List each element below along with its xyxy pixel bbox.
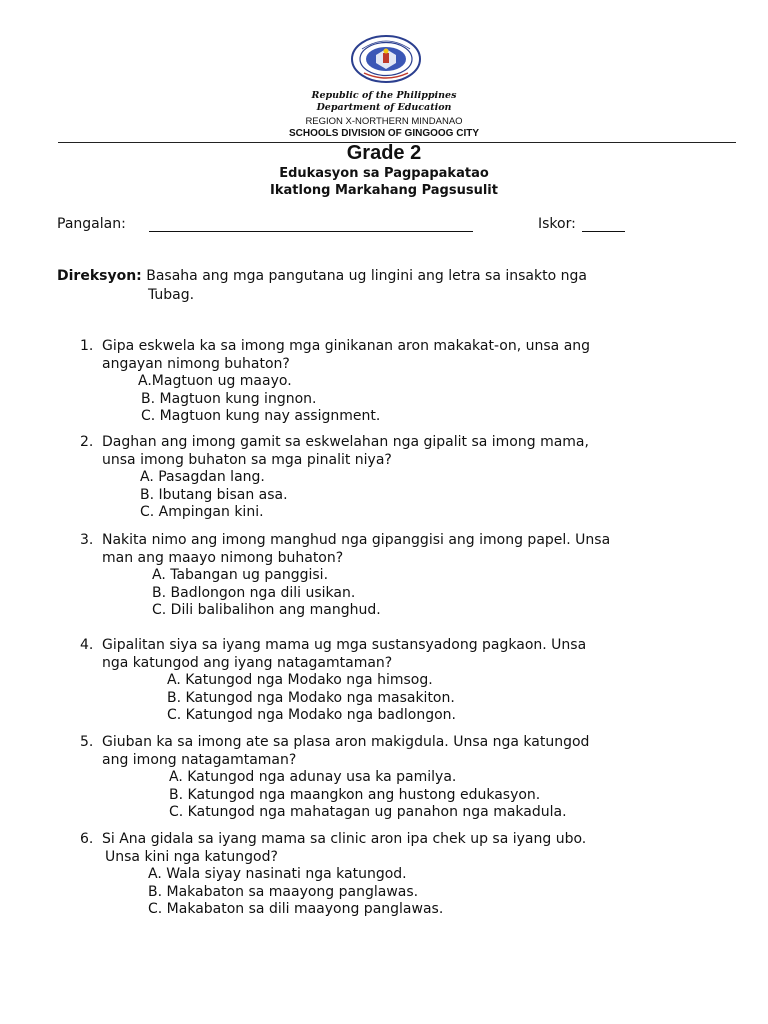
choice-b[interactable]: B. Makabaton sa maayong panglawas. — [148, 883, 419, 900]
question-number: 6. — [80, 831, 94, 847]
choice-c[interactable]: C. Ampingan kini. — [140, 504, 264, 520]
question-text-line1: Gipa eskwela ka sa imong mga ginikanan aron makakat-on, unsa ang — [102, 338, 591, 354]
question-6 — [80, 831, 740, 919]
region-line: REGION X-NORTHERN MINDANAO — [305, 116, 463, 127]
choice-b[interactable]: B. Ibutang bisan asa. — [140, 486, 288, 503]
choice-a[interactable]: A.Magtuon ug maayo. — [138, 373, 292, 389]
directions — [57, 267, 717, 305]
grade-title: Grade 2 — [346, 142, 422, 164]
deped-seal-icon — [350, 35, 422, 83]
question-5 — [80, 734, 740, 822]
question-number: 1. — [80, 338, 94, 354]
choice-a[interactable]: A. Wala siyay nasinati nga katungod. — [148, 866, 407, 882]
choice-b[interactable]: B. Badlongon nga dili usikan. — [152, 584, 356, 601]
directions-text-line1: Basaha ang mga pangutana ug lingini ang letra sa insakto nga — [146, 268, 587, 284]
question-number: 5. — [80, 734, 94, 750]
division-line: SCHOOLS DIVISION OF GINGOOG CITY — [288, 128, 479, 139]
choice-a[interactable]: A. Pasagdan lang. — [140, 469, 265, 485]
question-text-line1: Gipalitan siya sa iyang mama ug mga sustansyadong pagkaon. Unsa — [102, 637, 587, 653]
choice-b[interactable]: B. Katungod nga Modako nga masakiton. — [167, 689, 455, 706]
choice-c[interactable]: C. Magtuon kung nay assignment. — [141, 408, 381, 424]
question-text-line2: man ang maayo nimong buhaton? — [102, 549, 344, 566]
question-text-line1: Giuban ka sa imong ate sa plasa aron makigdula. Unsa nga katungod — [102, 734, 590, 750]
name-label: Pangalan: — [57, 216, 126, 232]
question-3 — [80, 532, 740, 620]
question-number: 4. — [80, 637, 94, 653]
exam-title: Ikatlong Markahang Pagsusulit — [270, 183, 498, 198]
choice-a[interactable]: A. Katungod nga Modako nga himsog. — [167, 672, 433, 688]
question-text-line1: Si Ana gidala sa iyang mama sa clinic aron ipa chek up sa iyang ubo. — [102, 831, 587, 847]
choice-a[interactable]: A. Tabangan ug panggisi. — [152, 567, 329, 583]
question-4 — [80, 637, 740, 725]
question-text-line2: angayan nimong buhaton? — [102, 355, 290, 372]
department-line: Department of Education — [316, 102, 452, 113]
choice-a[interactable]: A. Katungod nga adunay usa ka pamilya. — [169, 769, 457, 785]
question-text-line2: Unsa kini nga katungod? — [105, 848, 278, 865]
question-number: 3. — [80, 532, 94, 548]
directions-label: Direksyon: — [57, 268, 142, 284]
question-text-line2: ang imong natagamtaman? — [102, 751, 297, 768]
name-field[interactable] — [149, 231, 473, 232]
question-text-line2: unsa imong buhaton sa mga pinalit niya? — [102, 451, 392, 468]
choice-c[interactable]: C. Dili balibalihon ang manghud. — [152, 602, 381, 618]
directions-text-line2: Tubag. — [148, 287, 195, 303]
question-number: 2. — [80, 434, 94, 450]
choice-c[interactable]: C. Makabaton sa dili maayong panglawas. — [148, 901, 444, 917]
question-text-line1: Nakita nimo ang imong manghud nga gipanggisi ang imong papel. Unsa — [102, 532, 611, 548]
choice-c[interactable]: C. Katungod nga mahatagan ug panahon nga makadula. — [169, 804, 567, 820]
question-text-line1: Daghan ang imong gamit sa eskwelahan nga gipalit sa imong mama, — [102, 434, 589, 450]
question-1 — [80, 338, 740, 426]
subject-title: Edukasyon sa Pagpapakatao — [279, 166, 489, 181]
question-2 — [80, 434, 740, 522]
score-label: Iskor: — [538, 216, 576, 232]
question-text-line2: nga katungod ang iyang natagamtaman? — [102, 654, 393, 671]
choice-b[interactable]: B. Katungod nga maangkon ang hustong edukasyon. — [169, 786, 541, 803]
choice-c[interactable]: C. Katungod nga Modako nga badlongon. — [167, 707, 456, 723]
choice-b[interactable]: B. Magtuon kung ingnon. — [141, 390, 317, 407]
score-field[interactable] — [582, 231, 625, 232]
republic-line: Republic of the Philippines — [311, 90, 457, 101]
